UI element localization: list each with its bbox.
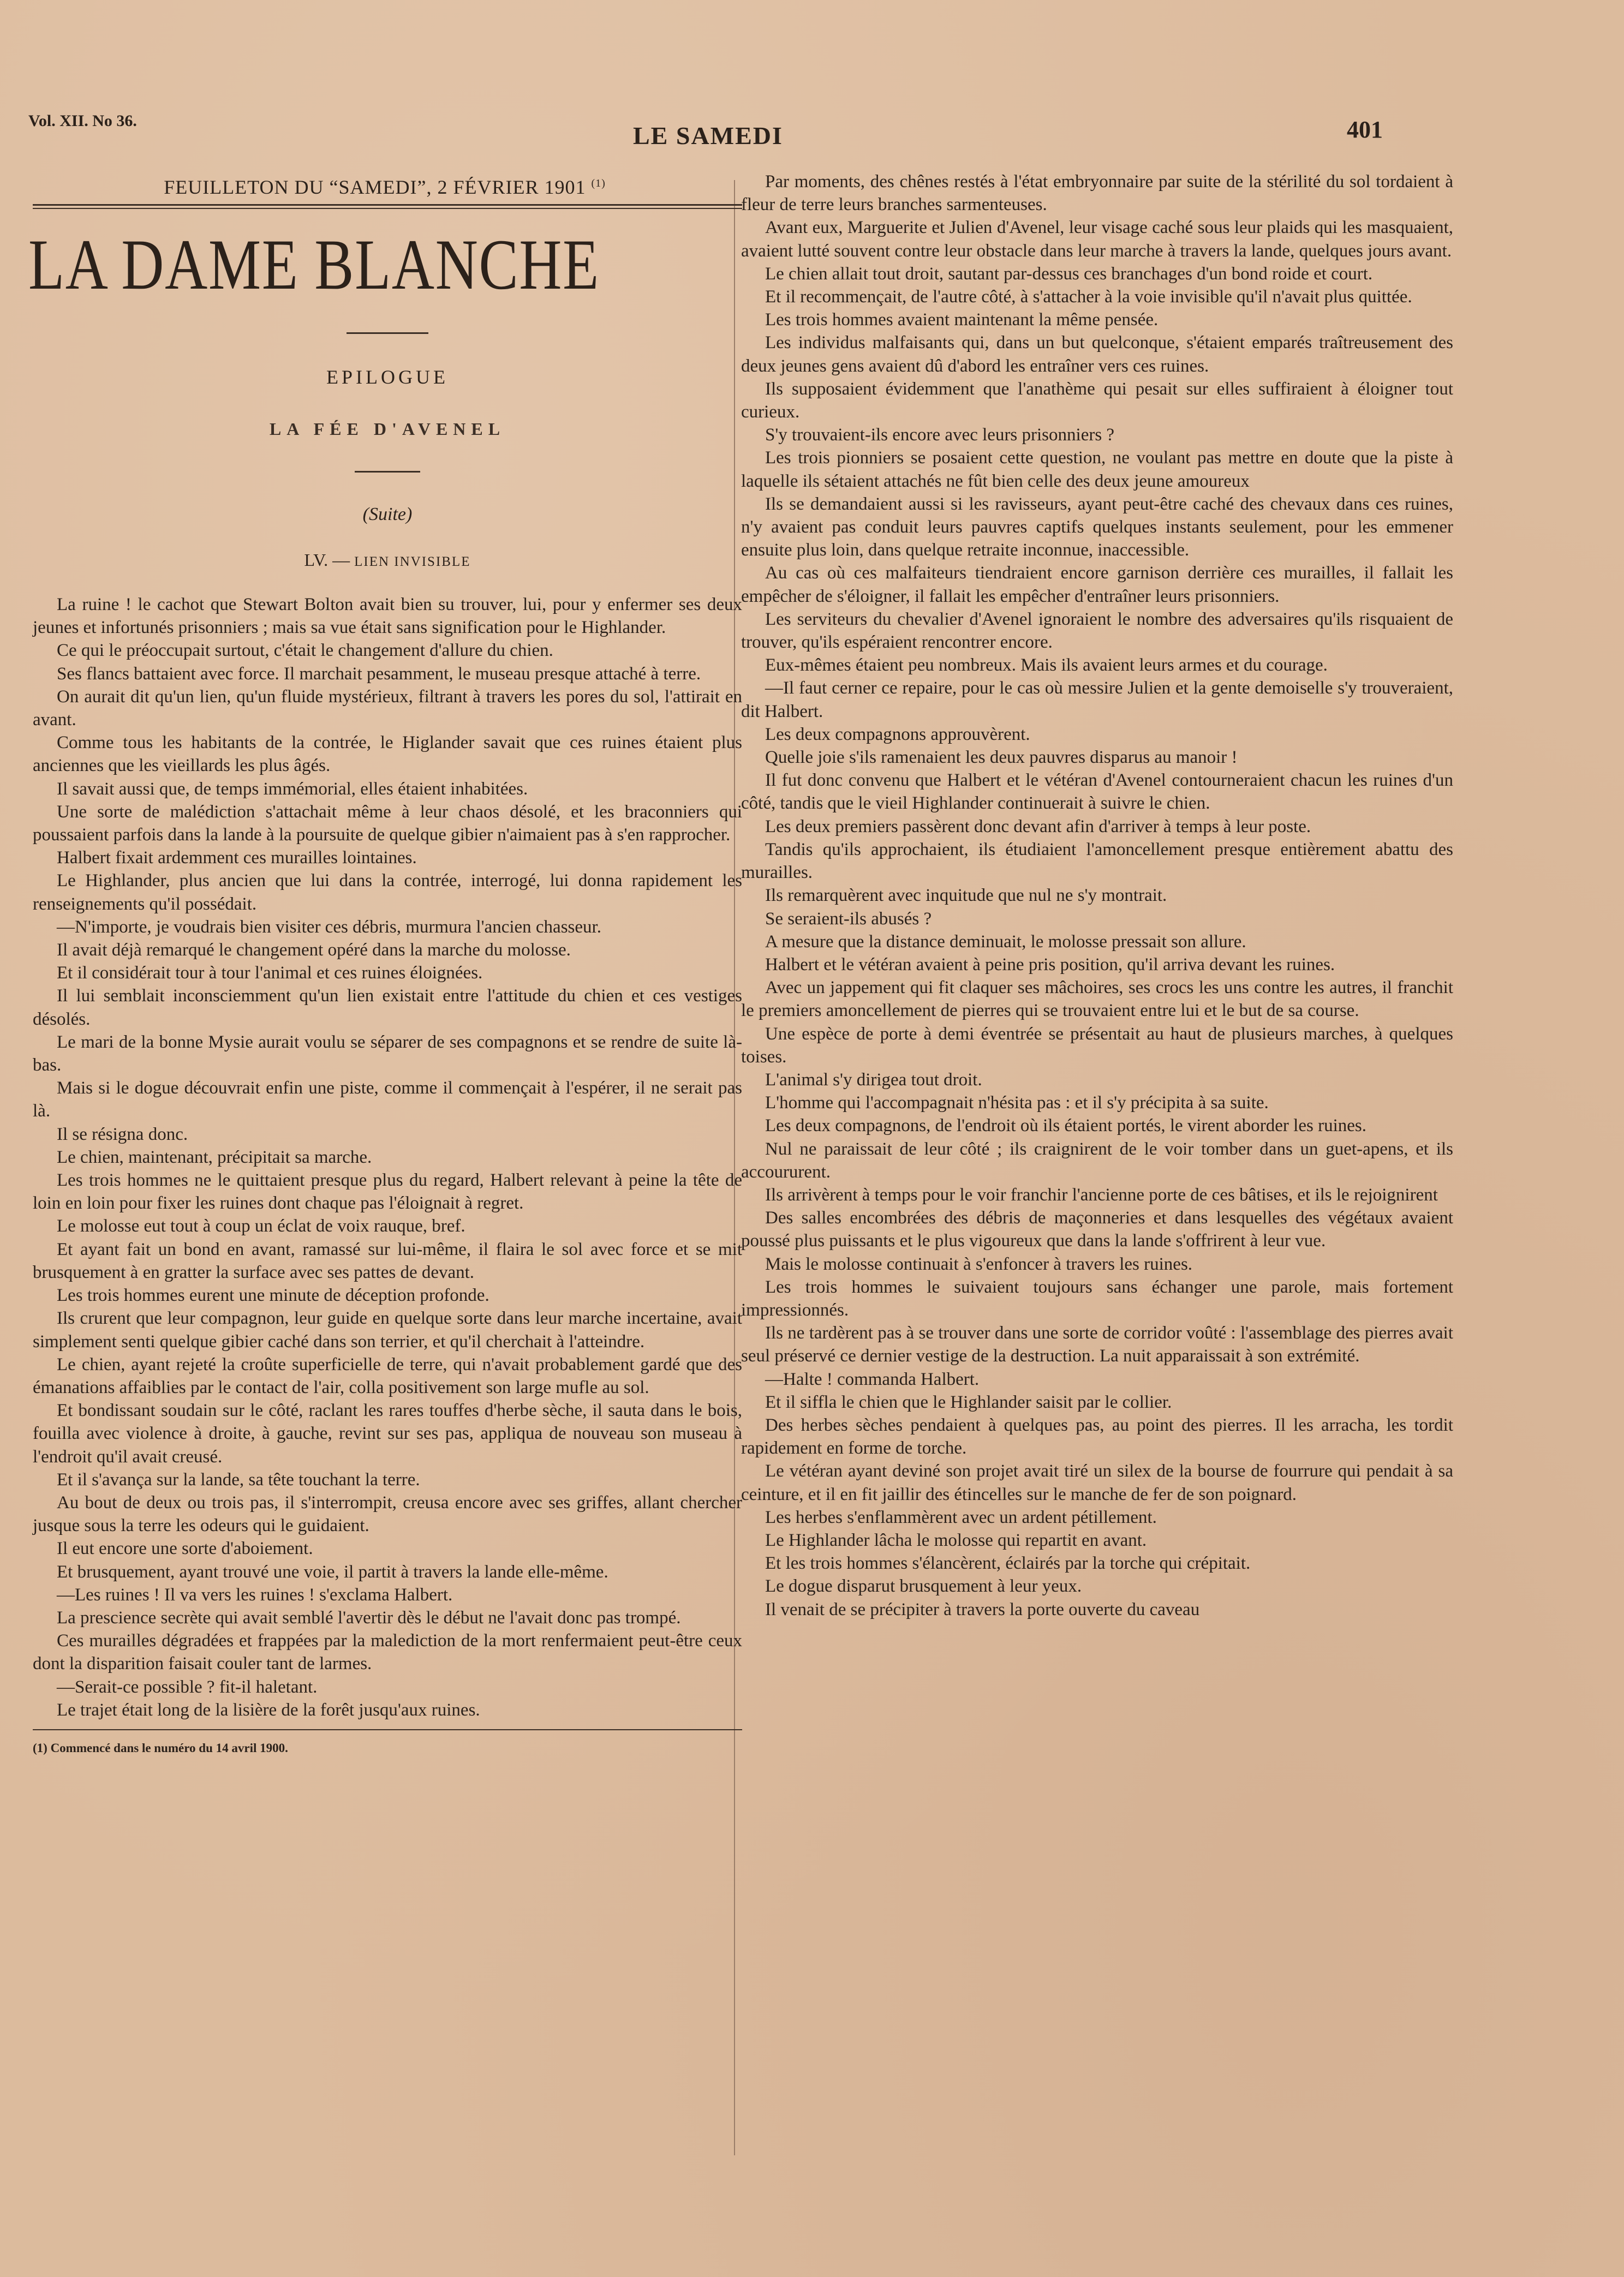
title-divider xyxy=(347,332,428,334)
paragraph: Le chien, ayant rejeté la croûte superficielle de terre, qui n'avait probablement gardé que des émanations affaiblies par le contact de l'air, colla positivement son large mufle au sol. xyxy=(33,1354,742,1397)
paragraph: Des salles encombrées des débris de maçonneries et dans lesquelles des végétaux avaient poussé plus puissants et le plus vigoureux que dans la lande s'offrirent à leur vue. xyxy=(741,1208,1453,1251)
paragraph: —Halte ! commanda Halbert. xyxy=(765,1369,980,1389)
paragraph: Les trois pionniers se posaient cette question, ne voulant pas mettre en doute que la piste à laquelle ils sétaient attachés ne fût bien celle des deux jeune amoureux xyxy=(741,448,1453,491)
paragraph: Le Highlander, plus ancien que lui dans la contrée, interrogé, lui donna rapidement les renseignements qu'il possédait. xyxy=(33,871,742,914)
paragraph: Les deux compagnons approuvèrent. xyxy=(765,724,1030,744)
footnote: (1) Commencé dans le numéro du 14 avril 1900. xyxy=(33,1741,288,1755)
paragraph: Et bondissant soudain sur le côté, raclant les rares touffes d'herbe sèche, il sauta dans le bois, fouilla avec violence à droite, à gauche, revint sur ses pas, appliqua de nouveau son museau à l'endroit qu'il avait creusé. xyxy=(33,1401,742,1467)
paragraph: —N'importe, je voudrais bien visiter ces débris, murmura l'ancien chasseur. xyxy=(57,917,601,937)
paragraph: Et il considérait tour à tour l'animal et ces ruines éloignées. xyxy=(57,963,483,983)
paragraph: Le molosse eut tout à coup un éclat de voix rauque, bref. xyxy=(57,1216,465,1236)
paragraph: Il fut donc convenu que Halbert et le vétéran d'Avenel contourneraient chacun les ruines d'un côté, tandis que le vieil Highlander continuerait à suivre le chien. xyxy=(741,770,1453,814)
paragraph: Les trois hommes ne le quittaient presque plus du regard, Halbert relevant à peine la tête de loin en loin pour fixer les ruines dont chaque pas l'éloignait à regret. xyxy=(33,1170,742,1214)
paragraph: Les deux premiers passèrent donc devant afin d'arriver à temps à leur poste. xyxy=(765,816,1311,836)
paragraph: Il se résigna donc. xyxy=(57,1124,188,1144)
chapter-title: LIEN INVISIBLE xyxy=(354,554,471,569)
story-title: LA DAME BLANCHE xyxy=(28,224,600,304)
paragraph: Quelle joie s'ils ramenaient les deux pauvres disparus au manoir ! xyxy=(765,748,1238,768)
paragraph: Le trajet était long de la lisière de la forêt jusqu'aux ruines. xyxy=(57,1700,480,1720)
paragraph: Le Highlander lâcha le molosse qui repartit en avant. xyxy=(765,1530,1147,1550)
paragraph: Il avait déjà remarqué le changement opéré dans la marche du molosse. xyxy=(57,940,571,960)
paragraph: Les trois hommes eurent une minute de déception profonde. xyxy=(57,1286,489,1306)
paragraph: Les deux compagnons, de l'endroit où ils étaient portés, le virent aborder les ruines. xyxy=(765,1116,1366,1136)
paragraph: Ce qui le préoccupait surtout, c'était le changement d'allure du chien. xyxy=(57,641,553,661)
paragraph: Avec un jappement qui fit claquer ses mâchoires, ses crocs les uns contre les autres, il franchit le premiers amoncellement de pierres qui se trouvaient entre lui et le but de sa course. xyxy=(741,978,1453,1021)
paragraph: La prescience secrète qui avait semblé l'avertir dès le début ne l'avait donc pas trompé. xyxy=(57,1607,681,1628)
paragraph: Ils se demandaient aussi si les ravisseurs, ayant peut-être caché des chevaux dans ces ruines, n'y avaient pas conduit leurs pauvres captifs quelques instants seulement, pour les emmener ensuite plus loin, dans quelque retraite inconnue, inaccessible. xyxy=(741,494,1453,560)
paragraph: —Serait-ce possible ? fit-il haletant. xyxy=(57,1677,318,1697)
paragraph: L'homme qui l'accompagnait n'hésita pas : et il s'y précipita à sa suite. xyxy=(765,1093,1269,1113)
chapter-number: LV. — xyxy=(304,550,350,570)
paragraph: Et il s'avança sur la lande, sa tête touchant la terre. xyxy=(57,1469,420,1490)
part-title: LA FÉE D'AVENEL xyxy=(269,419,506,439)
paragraph: Par moments, des chênes restés à l'état embryonnaire par suite de la stérilité du sol tordaient à fleur de terre leurs branches sarmenteuses. xyxy=(741,172,1453,215)
paragraph: Eux-mêmes étaient peu nombreux. Mais ils avaient leurs armes et du courage. xyxy=(765,655,1328,676)
feuilleton-header xyxy=(27,176,742,199)
paragraph: La ruine ! le cachot que Stewart Bolton avait bien su trouver, lui, pour y enfermer ses deux jeunes et infortunés prisonniers ; mais sa vue était sans signification pour le Highlander. xyxy=(33,595,742,638)
paragraph: S'y trouvaient-ils encore avec leurs prisonniers ? xyxy=(765,425,1115,445)
epilogue-heading: EPILOGUE xyxy=(326,366,449,388)
left-column-text xyxy=(33,593,742,1722)
paragraph: Le mari de la bonne Mysie aurait voulu se séparer de ses compagnons et se rendre de suite là-bas. xyxy=(33,1032,742,1075)
paragraph: Et il recommençait, de l'autre côté, à s'attacher à la voie invisible qu'il n'avait plus quittée. xyxy=(765,287,1412,307)
left-column xyxy=(28,176,742,1760)
paragraph: Une sorte de malédiction s'attachait même à leur chaos désolé, et les braconniers qui poussaient parfois dans la lande à la poursuite de quelque gibier n'aimaient pas à s'en rapprocher. xyxy=(33,802,742,845)
paragraph: Le chien allait tout droit, sautant par-dessus ces branchages d'un bond roide et court. xyxy=(765,264,1373,284)
paragraph: Ils ne tardèrent pas à se trouver dans une sorte de corridor voûté : l'assemblage des pierres avait seul préservé ce dernier vestige de la destruction. La nuit apparaissait à son extrémité. xyxy=(741,1323,1453,1366)
volume-number: Vol. XII. No 36. xyxy=(28,112,137,130)
paragraph: Ils supposaient évidemment que l'anathème qui pesait sur elles suffiraient à éloigner tout curieux. xyxy=(741,379,1453,422)
paragraph: —Il faut cerner ce repaire, pour le cas où messire Julien et la gente demoiselle s'y trouveraient, dit Halbert. xyxy=(741,678,1453,721)
paragraph: Ils arrivèrent à temps pour le voir franchir l'ancienne porte de ces bâtises, et ils le rejoignirent xyxy=(765,1185,1438,1205)
paragraph: Et ayant fait un bond en avant, ramassé sur lui-même, il flaira le sol avec force et se mit brusquement à en gratter la surface avec ses pattes de devant. xyxy=(33,1239,742,1282)
paragraph: Les trois hommes le suivaient toujours sans échanger une parole, mais fortement impressionnés. xyxy=(741,1277,1453,1320)
paragraph: Et brusquement, ayant trouvé une voie, il partit à travers la lande elle-même. xyxy=(57,1562,608,1582)
paragraph: On aurait dit qu'un lien, qu'un fluide mystérieux, filtrant à travers les pores du sol, l'attirait en avant. xyxy=(33,686,742,730)
paragraph: Il savait aussi que, de temps immémorial, elles étaient inhabitées. xyxy=(57,779,528,799)
suite-label: (Suite) xyxy=(362,504,413,524)
paragraph: Avant eux, Marguerite et Julien d'Avenel, leur visage caché sous leur plaids qui les masquaient, avaient lutté souvent contre leur obstacle dans leur marche à travers la lande, quelques jours avant. xyxy=(741,218,1453,261)
chapter-heading xyxy=(33,550,742,570)
paragraph: Il eut encore une sorte d'aboiement. xyxy=(57,1539,313,1559)
paragraph: Ses flancs battaient avec force. Il marchait pesamment, le museau presque attaché à terre. xyxy=(57,664,701,684)
header-rule xyxy=(33,204,742,209)
paragraph: Au bout de deux ou trois pas, il s'interrompit, creusa encore avec ses griffes, allant chercher jusque sous la terre les odeurs qui le guidaient. xyxy=(33,1492,742,1536)
paragraph: Ils remarquèrent avec inquitude que nul ne s'y montrait. xyxy=(765,886,1167,906)
paragraph: Des herbes sèches pendaient à quelques pas, au point des pierres. Il les arracha, les tordit rapidement en forme de torche. xyxy=(741,1415,1453,1459)
paragraph: Ils crurent que leur compagnon, leur guide en quelque sorte dans leur marche incertaine, avait simplement senti quelque gibier caché dans son terrier, et qu'il cherchait à l'atteindre. xyxy=(33,1308,742,1352)
footnote-marker: (1) xyxy=(591,177,606,189)
paragraph: Nul ne paraissait de leur côté ; ils craignirent de le voir tomber dans un guet-apens, et ils accoururent. xyxy=(741,1139,1453,1182)
paragraph: Et il siffla le chien que le Highlander saisit par le collier. xyxy=(765,1392,1172,1412)
paragraph: Les trois hommes avaient maintenant la même pensée. xyxy=(765,310,1159,330)
paragraph: Halbert fixait ardemment ces murailles lointaines. xyxy=(57,848,417,868)
paragraph: Comme tous les habitants de la contrée, le Higlander savait que ces ruines étaient plus anciennes que les vieillards les plus âgés. xyxy=(33,733,742,776)
paragraph: Le vétéran ayant deviné son projet avait tiré un silex de la bourse de fourrure qui pendait à sa ceinture, et il en fit jaillir des étincelles sur le manche de fer de son poignard. xyxy=(741,1461,1453,1504)
footnote-rule xyxy=(33,1729,742,1730)
paragraph: Mais si le dogue découvrait enfin une piste, comme il commençait à l'espérer, il ne serait pas là. xyxy=(33,1078,742,1121)
right-column-text xyxy=(741,170,1453,1621)
paragraph: Une espèce de porte à demi éventrée se présentait au haut de plusieurs marches, à quelques toises. xyxy=(741,1024,1453,1067)
paragraph: Mais le molosse continuait à s'enfoncer à travers les ruines. xyxy=(765,1254,1193,1274)
paragraph: Il lui semblait inconsciemment qu'un lien existait entre l'attitude du chien et ces vestiges désolés. xyxy=(33,986,742,1029)
paragraph: Et les trois hommes s'élancèrent, éclairés par la torche qui crépitait. xyxy=(765,1553,1251,1574)
paragraph: —Les ruines ! Il va vers les ruines ! s'exclama Halbert. xyxy=(57,1585,453,1605)
paragraph: L'animal s'y dirigea tout droit. xyxy=(765,1069,982,1090)
feuilleton-text: FEUILLETON DU “SAMEDI”, 2 FÉVRIER 1901 xyxy=(164,176,586,198)
paragraph: Les serviteurs du chevalier d'Avenel ignoraient le nombre des adversaires qu'ils risquaient de trouver, qu'ils espéraient rencontrer encore. xyxy=(741,609,1453,653)
paragraph: A mesure que la distance deminuait, le molosse pressait son allure. xyxy=(765,931,1246,952)
paragraph: Le dogue disparut brusquement à leur yeux. xyxy=(765,1576,1082,1597)
paragraph: Les individus malfaisants qui, dans un but quelconque, s'étaient emparés traîtreusement des deux jeunes gens avaient dû d'abord les entraîner vers ces ruines. xyxy=(741,333,1453,376)
paragraph: Les herbes s'enflammèrent avec un ardent pétillement. xyxy=(765,1507,1157,1527)
paragraph: Au cas où ces malfaiteurs tiendraient encore garnison derrière ces murailles, il fallait les empêcher de s'éloigner, il fallait les empêcher d'entraîner leurs prisonniers. xyxy=(741,563,1453,606)
paragraph: Se seraient-ils abusés ? xyxy=(765,909,932,929)
part-divider xyxy=(355,471,420,473)
paragraph: Il venait de se précipiter à travers la porte ouverte du caveau xyxy=(765,1599,1200,1619)
paragraph: Tandis qu'ils approchaient, ils étudiaient l'amoncellement presque entièrement abattu des murailles. xyxy=(741,839,1453,883)
page-number: 401 xyxy=(1347,116,1383,143)
paragraph: Halbert et le vétéran avaient à peine pris position, qu'il arriva devant les ruines. xyxy=(765,954,1335,975)
paragraph: Le chien, maintenant, précipitait sa marche. xyxy=(57,1147,372,1167)
right-column xyxy=(741,170,1453,1621)
paragraph: Ces murailles dégradées et frappées par la malediction de la mort renfermaient peut-être ceux dont la disparition faisait couler tant de larmes. xyxy=(33,1631,742,1674)
newspaper-title: LE SAMEDI xyxy=(633,122,783,150)
